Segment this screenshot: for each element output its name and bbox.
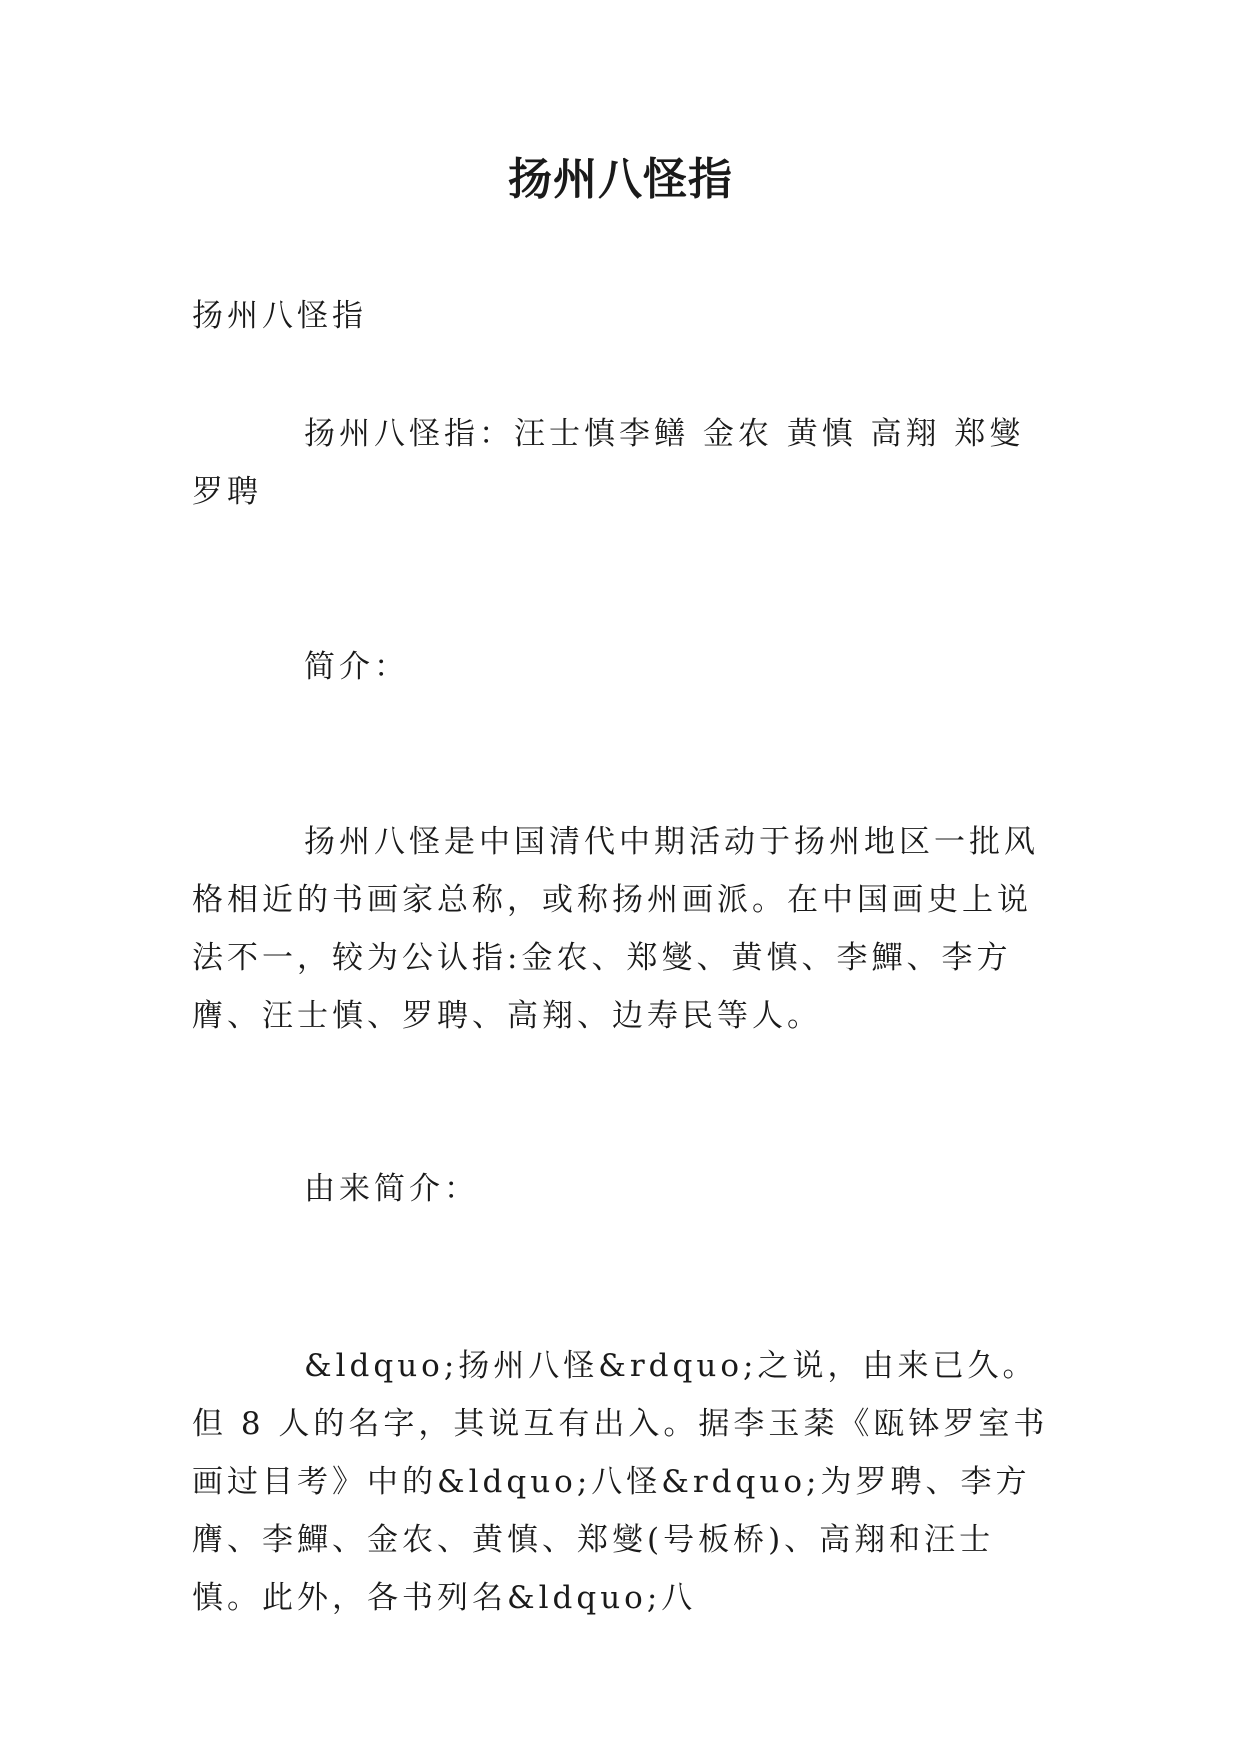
paragraph-intro: 扬州八怪是中国清代中期活动于扬州地区一批风格相近的书画家总称，或称扬州画派。在中国画史上说法不一，较为公认指:金农、郑燮、黄慎、李鱓、李方膺、汪士慎、罗聘、高翔、边寿民等人。 [192,824,1039,1034]
paragraph-names: 扬州八怪指：汪士慎李鳝 金农 黄慎 高翔 郑燮 罗聘 [192,416,1025,510]
paragraph-heading: 扬州八怪指 [192,298,367,334]
section-heading-intro: 简介： [304,649,409,685]
document-title: 扬州八怪指 [508,154,733,205]
section-heading-origin: 由来简介： [304,1171,479,1207]
paragraph-origin: &ldquo;扬州八怪&rdquo;之说，由来已久。但 8 人的名字，其说互有出入。据李玉棻《瓯钵罗室书画过目考》中的&ldquo;八怪&rdquo;为罗聘、李方膺、李鱓、金农、黄慎、郑燮(号板桥)、高翔和汪士慎。此外，各书列名&ldquo;八 [192,1348,1049,1616]
